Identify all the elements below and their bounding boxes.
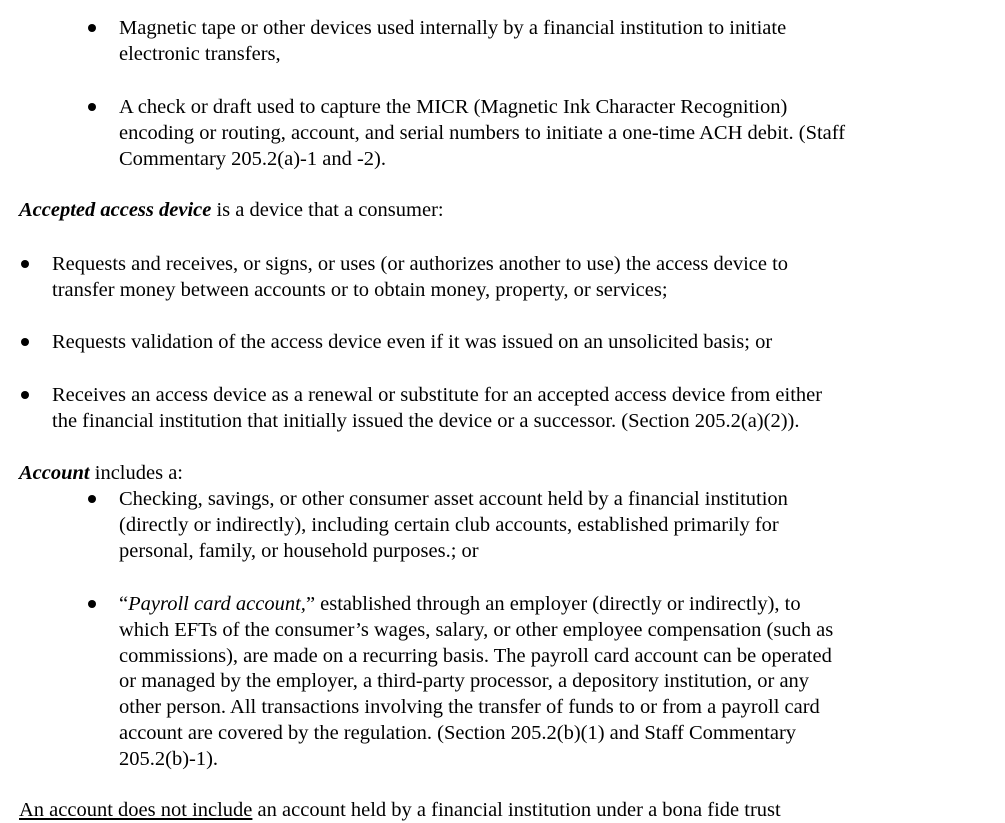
list-item-line: or managed by the employer, a third-party processor, a depository institution, or any [119, 670, 810, 692]
bullet-icon [88, 24, 96, 32]
list-item-line: Requests and receives, or signs, or uses (or authorizes another to use) the access device to [52, 253, 789, 275]
list-item-line: commissions), are made on a recurring basis. The payroll card account can be operated [119, 645, 832, 667]
list-item-line: personal, family, or household purposes.; or [119, 540, 479, 562]
exclusion-underlined: An account does not include [19, 799, 253, 821]
list-item-line: 205.2(b)-1). [119, 748, 219, 770]
list-item-line: Magnetic tape or other devices used internally by a financial institution to initiate [119, 17, 787, 39]
definition-intro: is a device that a consumer: [211, 199, 444, 221]
list-item-line: which EFTs of the consumer’s wages, salary, or other employee compensation (such as [119, 619, 834, 641]
bullet-icon [21, 391, 29, 399]
list-item-line [119, 591, 801, 617]
bullet-icon [21, 260, 29, 268]
list-item-line: transfer money between accounts or to obtain money, property, or services; [52, 279, 668, 301]
payroll-card-rest: ” established through an employer (directly or indirectly), to [305, 593, 801, 615]
definition-account [19, 460, 183, 486]
bullet-icon [88, 495, 96, 503]
list-item-line: A check or draft used to capture the MICR (Magnetic Ink Character Recognition) [119, 96, 788, 118]
list-item-line: Receives an access device as a renewal or substitute for an accepted access device from either [52, 384, 823, 406]
bullet-icon [21, 338, 29, 346]
list-item-line: Checking, savings, or other consumer asset account held by a financial institution [119, 488, 788, 510]
defined-term: Account [19, 462, 90, 484]
list-item-line: other person. All transactions involving the transfer of funds to or from a payroll card [119, 696, 820, 718]
list-item-line: encoding or routing, account, and serial numbers to initiate a one-time ACH debit. (Staff [119, 122, 846, 144]
definition-intro: includes a: [89, 462, 183, 484]
list-item-line: Requests validation of the access device even if it was issued on an unsolicited basis; or [52, 331, 773, 353]
payroll-card-term: Payroll card account, [128, 593, 306, 615]
open-quote: “ [119, 593, 129, 615]
list-item-line: Commentary 205.2(a)-1 and -2). [119, 148, 386, 170]
bullet-icon [88, 600, 96, 608]
definition-accepted-access-device [19, 197, 444, 223]
list-item-line: the financial institution that initially issued the device or a successor. (Section 205.2(a)(2)). [52, 410, 800, 432]
defined-term: Accepted access device [19, 199, 212, 221]
list-item-line: electronic transfers, [119, 43, 281, 65]
exclusion-rest: an account held by a financial institution under a bona fide trust [252, 799, 781, 821]
list-item-line: (directly or indirectly), including certain club accounts, established primarily for [119, 514, 779, 536]
bullet-icon [88, 103, 96, 111]
account-exclusion [19, 797, 781, 823]
list-item-line: account are covered by the regulation. (Section 205.2(b)(1) and Staff Commentary [119, 722, 797, 744]
